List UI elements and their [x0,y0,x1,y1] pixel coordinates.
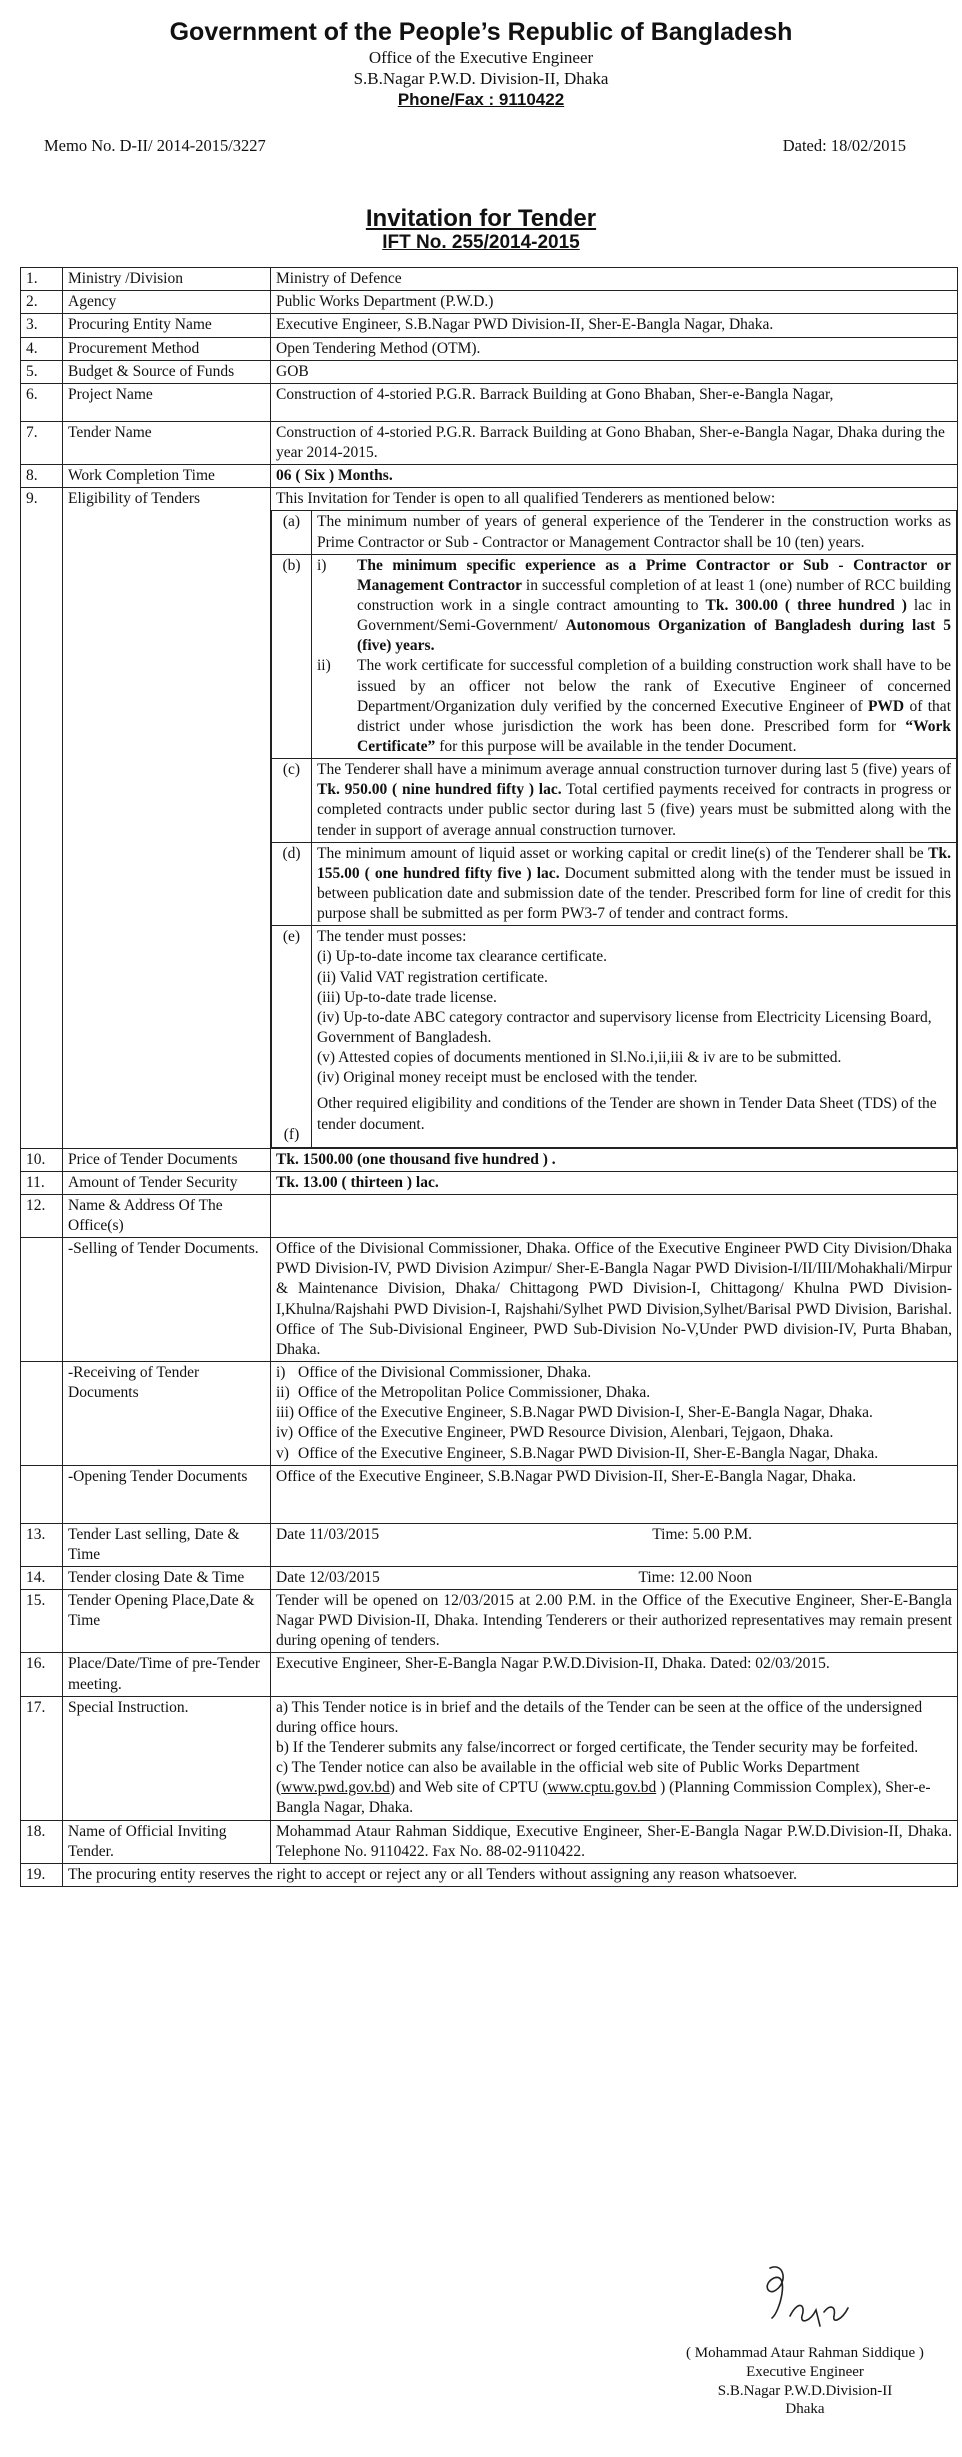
row-value: GOB [271,360,958,383]
memo-number: Memo No. D-II/ 2014-2015/3227 [44,136,266,156]
table-row [21,1566,958,1589]
text-run: ) (Planning Commission Complex), Sher-e-Bangla Nagar, Dhaka. [276,1779,931,1817]
row-number: 2. [21,291,63,314]
table-row [21,1361,958,1465]
signature-block [660,2260,950,2419]
office-text: Office of the Executive Engineer, S.B.Nagar PWD Division-II, Sher-E-Bangla Nagar, Dhaka. [298,1444,879,1462]
item-key-stack [272,926,312,1147]
text-run: Total certified payments received for contracts in progress or completed contracts under public sector during last 5 (five) years must be submitted along with the tender in support of average annual construction turnover. [317,781,951,839]
item-text: The minimum number of years of general experience of the Tenderer in the construction works as Prime Contractor or Sub - Contractor or Management Contractor shall be 10 (ten) years. [312,511,957,554]
eligibility-item [272,759,957,843]
item-key: (c) [272,759,312,843]
row-value: Tk. 13.00 ( thirteen ) lac. [271,1171,958,1194]
table-row [21,291,958,314]
document-item: (iii) Up-to-date trade license. [317,988,497,1006]
phone-fax: Phone/Fax : 9110422 [397,90,565,110]
row-label: Price of Tender Documents [63,1148,271,1171]
text-run: in successful completion of at least 1 (one) number of RCC building construction work in a single contract amounting to [357,576,951,614]
row-label: Ministry /Division [63,268,271,291]
item-text [312,842,957,926]
row-value [271,1696,958,1820]
row-value: Public Works Department (P.W.D.) [271,291,958,314]
text-run: “Work Certificate” [357,717,951,755]
time-value: Time: 5.00 P.M. [652,1525,752,1543]
row-value: Tender will be opened on 12/03/2015 at 2.00 P.M. in the Office of the Executive Engineer, Sher-E-Bangla Nagar PWD Division-II, Dhaka. Intending Tenderers or their authorized representatives may remain present during opening of tenders. [271,1590,958,1653]
date-value: Date 11/03/2015 [276,1525,380,1543]
sub-item-text [357,556,951,657]
item-key: (b) [272,554,312,758]
office-text: Office of the Divisional Commissioner, Dhaka. [298,1363,592,1381]
text-run: PWD [867,697,905,715]
other-conditions: Other required eligibility and conditions of the Tender are shown in Tender Data Sheet (TDS) of the tender document. [317,1095,937,1133]
row-number: 9. [21,488,63,1148]
instruction-c [276,1758,952,1818]
row-number: 16. [21,1653,63,1696]
memo-row [20,135,942,156]
instruction-b: b) If the Tenderer submits any false/incorrect or forged certificate, the Tender security may be forfeited. [276,1739,919,1757]
row-label: Work Completion Time [63,465,271,488]
row-label: Procurement Method [63,337,271,360]
row-value: Executive Engineer, S.B.Nagar PWD Division-II, Sher-E-Bangla Nagar, Dhaka. [271,314,958,337]
row-label: Tender closing Date & Time [63,1566,271,1589]
tender-table [20,267,958,1887]
office-text: Office of the Executive Engineer, PWD Resource Division, Alenbari, Tejgaon, Dhaka. [298,1424,834,1442]
row-label: -Receiving of Tender Documents [63,1361,271,1465]
eligibility-item [272,926,957,1147]
row-number: 17. [21,1696,63,1820]
office-item [276,1403,952,1423]
office-key: ii) [276,1384,290,1402]
row-value: Construction of 4-storied P.G.R. Barrack Building at Gono Bhaban, Sher-e-Bangla Nagar, [271,383,958,421]
row-label: Amount of Tender Security [63,1171,271,1194]
row-label: Special Instruction. [63,1696,271,1820]
row-number: 18. [21,1820,63,1863]
eligibility-intro: This Invitation for Tender is open to all qualified Tenderers as mentioned below: [276,490,776,508]
text-run: lac in Government/Semi-Government/ [357,597,951,635]
row-value: Office of the Divisional Commissioner, Dhaka. Office of the Executive Engineer PWD City Division/Dhaka PWD Division-IV, PWD Division Azimpur/ Sher-E-Bangla Nagar PWD Division-I/II/III/Mohakhali/Mirpur & Maintenance Division, Dhaka/ Chittagong PWD Division-I, Chittagong/ Khulna PWD Division-I,Khulna/Rajshahi PWD Division-I, Rajshahi/Sylhet PWD Division,Sylhet/Barisal PWD Division, Barishal. Office of The Sub-Divisional Engineer, PWD Sub-Division No-V,Under PWD division-IV, Purta Bhaban, Dhaka. [271,1238,958,1362]
row-value [271,1566,958,1589]
office-key: iv) [276,1424,294,1442]
row-number: 11. [21,1171,63,1194]
table-row [21,1863,958,1886]
table-row [21,1523,958,1566]
signatory-city: Dhaka [785,2401,825,2418]
row-label: Name of Official Inviting Tender. [63,1820,271,1863]
letterhead [20,18,942,111]
signatory-division: S.B.Nagar P.W.D.Division-II [717,2382,893,2399]
row-value: 06 ( Six ) Months. [271,465,958,488]
text-run: Tk. 155.00 ( one hundred fifty five ) lac. [317,844,951,882]
cptu-website-link[interactable]: www.cptu.gov.bd [547,1779,657,1797]
text-run: The minimum specific experience as a Prime Contractor or Sub - Contractor or Management Contractor [357,556,951,594]
government-title: Government of the People’s Republic of Bangladesh [169,18,793,46]
row-number [21,1465,63,1523]
instruction-a: a) This Tender notice is in brief and the details of the Tender can be seen at the office of the undersigned during office hours. [276,1698,923,1736]
division-name: S.B.Nagar P.W.D. Division-II, Dhaka [353,69,609,88]
office-item [276,1383,952,1403]
table-row [21,1590,958,1653]
row-number: 14. [21,1566,63,1589]
signatory-name: ( Mohammad Ataur Rahman Siddique ) [686,2345,924,2361]
item-text [312,926,957,1147]
table-row-eligibility [21,488,958,1148]
eligibility-subtable [271,510,957,1147]
row-number [21,1361,63,1465]
table-row [21,337,958,360]
row-number: 3. [21,314,63,337]
item-text [312,554,957,758]
row-value: Mohammad Ataur Rahman Siddique, Executive Engineer, Sher-E-Bangla Nagar P.W.D.Division-II, Dhaka. Telephone No. 9110422. Fax No. 88-02-9110422. [271,1820,958,1863]
document-item: (iv) Up-to-date ABC category contractor and supervisory license from Electricity Licensing Board, Government of Bangladesh. [317,1008,932,1046]
table-row [21,1171,958,1194]
office-key: iii) [276,1404,295,1422]
office-item [276,1423,952,1443]
office-item [276,1444,952,1464]
row-value: The procuring entity reserves the right to accept or reject any or all Tenders without assigning any reason whatsoever. [63,1863,958,1886]
row-label: Eligibility of Tenders [63,488,271,1148]
date-value: Date 12/03/2015 [276,1568,380,1586]
item-key: (a) [272,511,312,554]
row-number: 1. [21,268,63,291]
eligibility-item [272,511,957,554]
row-label: Place/Date/Time of pre-Tender meeting. [63,1653,271,1696]
signatory-title: Executive Engineer [746,2363,864,2380]
row-label: Agency [63,291,271,314]
text-run: for this purpose will be available in the tender Document. [435,737,797,755]
row-number: 4. [21,337,63,360]
row-number: 5. [21,360,63,383]
office-text: Office of the Executive Engineer, S.B.Nagar PWD Division-I, Sher-E-Bangla Nagar, Dhaka. [298,1404,873,1422]
item-key: (e) [282,928,301,946]
row-label: Procuring Entity Name [63,314,271,337]
memo-date: Dated: 18/02/2015 [782,136,906,156]
text-run: Tk. 950.00 ( nine hundred fifty ) lac. [317,781,562,799]
row-number [21,1238,63,1362]
ift-number: IFT No. 255/2014-2015 [382,232,580,254]
row-number: 19. [21,1863,63,1886]
sub-item-text [357,656,951,757]
row-value: Open Tendering Method (OTM). [271,337,958,360]
item-text [312,759,957,843]
table-row [21,383,958,421]
text-run: The work certificate for successful completion of a building construction work shall have to be issued by an officer not below the rank of Executive Engineer of concerned Department/Organization duly verified by the concerned Executive Engineer of [357,657,951,715]
row-number: 12. [21,1194,63,1237]
office-text: Office of the Metropolitan Police Commissioner, Dhaka. [298,1384,651,1402]
document-item: (i) Up-to-date income tax clearance certificate. [317,948,608,966]
row-label: Tender Last selling, Date & Time [63,1523,271,1566]
text-run: Tk. 300.00 ( three hundred ) [705,597,907,614]
table-row [21,1148,958,1171]
eligibility-item [272,554,957,758]
sub-item-key: i) [317,556,327,574]
table-row [21,1238,958,1362]
text-run: ) and Web site of CPTU ( [389,1779,548,1797]
text-run: The Tenderer shall have a minimum average annual construction turnover during last 5 (five) years of [317,761,951,779]
row-label: Name & Address Of The Office(s) [63,1194,271,1237]
item-key: (d) [272,842,312,926]
row-value: Office of the Executive Engineer, S.B.Nagar PWD Division-II, Sher-E-Bangla Nagar, Dhaka. [271,1465,958,1523]
table-row [21,268,958,291]
time-value: Time: 12.00 Noon [638,1568,752,1586]
notice-title [20,205,942,255]
table-row [21,360,958,383]
eligibility-item [272,842,957,926]
office-key: v) [276,1444,289,1462]
row-number: 13. [21,1523,63,1566]
sub-item [317,556,951,657]
table-row [21,314,958,337]
row-value: Tk. 1500.00 (one thousand five hundred ) . [271,1148,958,1171]
text-run: Autonomous Organization of Bangladesh during last 5 (five) years. [357,617,951,655]
table-row [21,1696,958,1820]
row-label: -Selling of Tender Documents. [63,1238,271,1362]
row-value: Executive Engineer, Sher-E-Bangla Nagar P.W.D.Division-II, Dhaka. Dated: 02/03/2015. [271,1653,958,1696]
row-value: Construction of 4-storied P.G.R. Barrack Building at Gono Bhaban, Sher-e-Bangla Nagar, Dhaka during the year 2014-2015. [271,421,958,464]
table-row [21,1820,958,1863]
row-value [271,1361,958,1465]
pwd-website-link[interactable]: www.pwd.gov.bd [281,1779,390,1797]
table-row [21,1653,958,1696]
document-item: (iv) Original money receipt must be enclosed with the tender. [317,1069,698,1087]
row-value [271,1194,958,1237]
row-label: Budget & Source of Funds [63,360,271,383]
signature-scribble-icon [750,2260,860,2340]
table-row [21,1465,958,1523]
row-label: Project Name [63,383,271,421]
text-run: c) The Tender notice can also be available in the official web site of Public Works Department ( [276,1759,860,1797]
documents-intro: The tender must posses: [317,928,467,946]
sub-item-key: ii) [317,657,331,675]
eligibility-cell [271,488,958,1148]
row-number: 15. [21,1590,63,1653]
item-key: (f) [283,1126,300,1144]
document-item: (ii) Valid VAT registration certificate. [317,968,548,986]
row-label: -Opening Tender Documents [63,1465,271,1523]
sub-item [317,656,951,757]
row-label: Tender Name [63,421,271,464]
table-row [21,421,958,464]
office-key: i) [276,1363,286,1381]
text-run: of that district under whose jurisdiction the work has been done. Prescribed form for [357,697,951,735]
row-number: 10. [21,1148,63,1171]
table-row [21,465,958,488]
table-row-offices [21,1194,958,1237]
invitation-heading: Invitation for Tender [365,204,597,232]
row-label: Tender Opening Place,Date & Time [63,1590,271,1653]
text-run: The minimum amount of liquid asset or working capital or credit line(s) of the Tenderer shall be [317,844,929,862]
document-item: (v) Attested copies of documents mentioned in Sl.No.i,ii,iii & iv are to be submitted. [317,1049,842,1067]
row-number: 7. [21,421,63,464]
row-number: 6. [21,383,63,421]
office-name: Office of the Executive Engineer [368,47,594,67]
text-run: Document submitted along with the tender must be issued in between publication date and submission date of the tender. Prescribed form for line of credit for this purpose shall be submitted as per form PW3-7 of tender and contract forms. [317,864,951,923]
row-value [271,1523,958,1566]
row-number: 8. [21,465,63,488]
office-item [276,1363,952,1383]
row-value: Ministry of Defence [271,268,958,291]
